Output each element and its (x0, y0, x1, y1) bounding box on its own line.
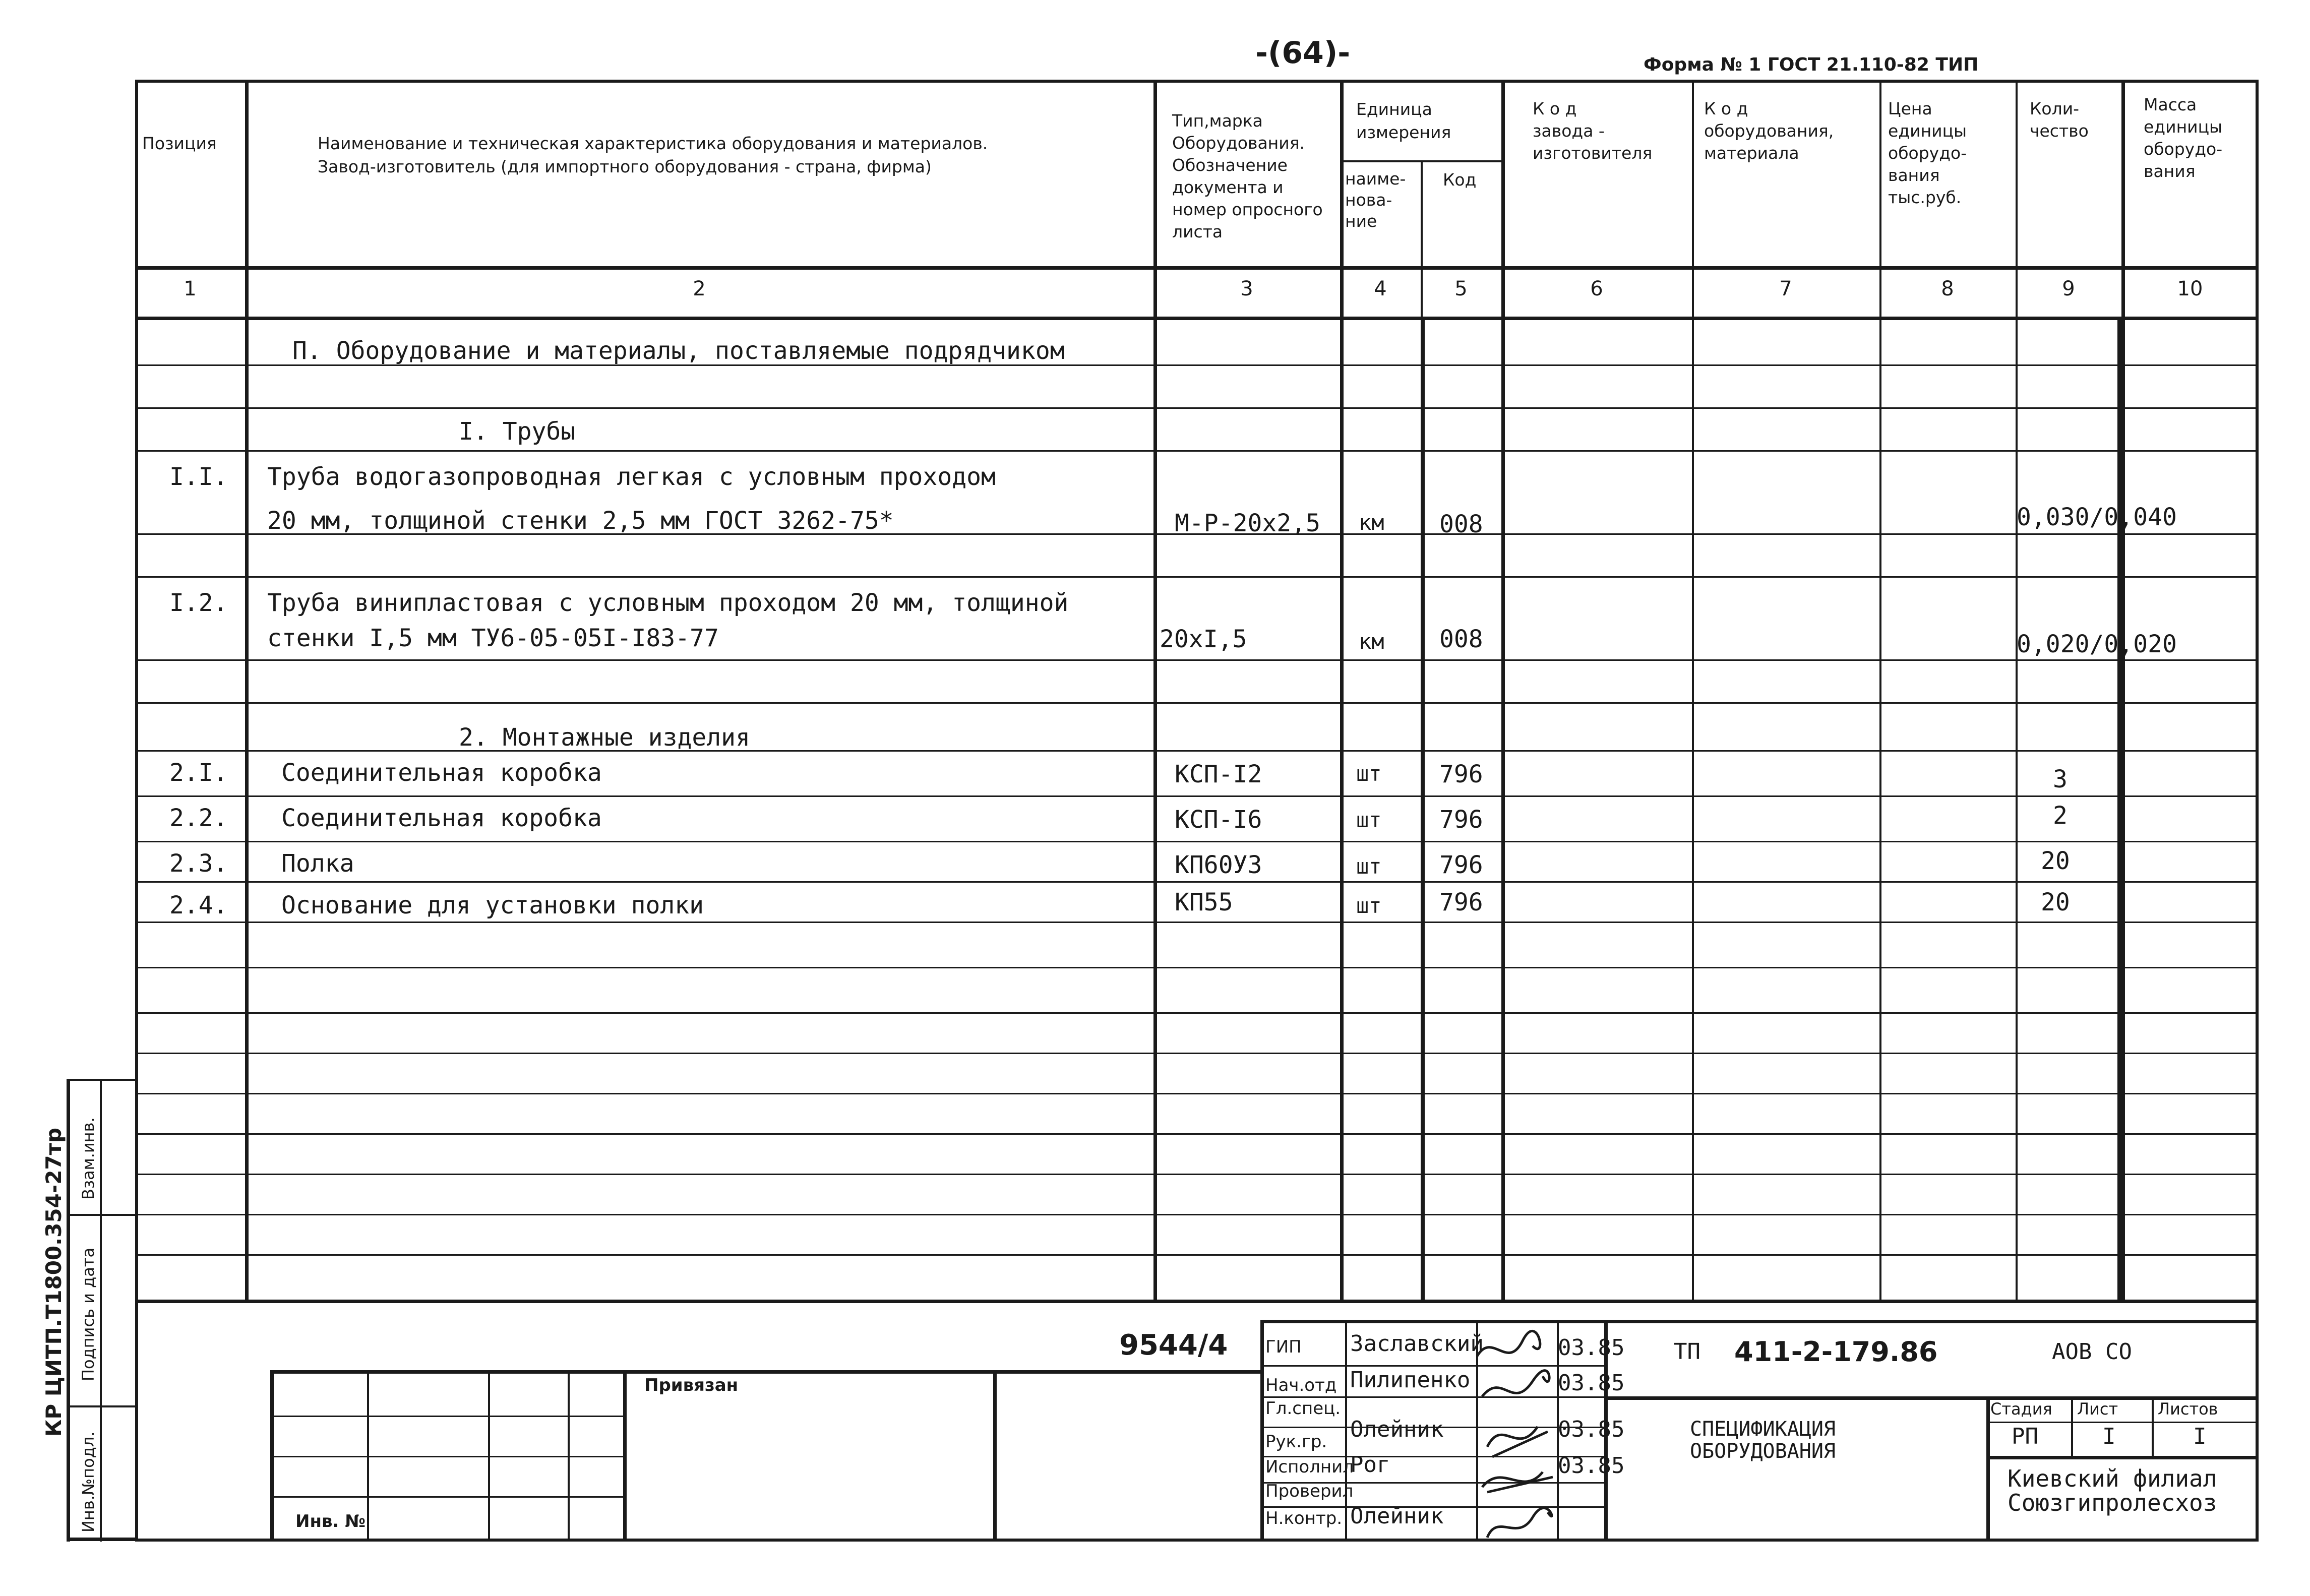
side-podpis-label: Подпись и дата (79, 1247, 98, 1381)
listov-label: Листов (2158, 1399, 2218, 1419)
tp-label: ТП (1674, 1339, 1700, 1365)
section-heading: П. Оборудование и материалы, поставляемые подрядчиком (292, 337, 1065, 365)
org-line1: Киевский филиал (2008, 1465, 2217, 1492)
row-code: 796 (1439, 806, 1483, 834)
row-qty: 20 (2041, 888, 2070, 916)
row-qty: 2 (2053, 802, 2068, 830)
header-maker-code: К о д завода - изготовителя (1533, 99, 1653, 163)
side-doc-code: КР ЦИТП.Т1800.354-27тр (41, 1127, 66, 1437)
subsection-heading: 2. Монтажные изделия (459, 723, 750, 752)
form-label: Форма № 1 ГОСТ 21.110-82 ТИП (1644, 54, 1979, 75)
side-inv-label: Инв.№подл. (79, 1431, 98, 1532)
role-proveril: Проверил (1265, 1481, 1354, 1501)
row-position: I.I. (169, 463, 228, 491)
row-position: 2.4. (169, 891, 228, 919)
row-qty: 20 (2041, 847, 2070, 875)
inv-number-label: Инв. № (295, 1511, 366, 1531)
handwritten-number: 9544/4 (1119, 1329, 1228, 1362)
col-number: 1 (184, 277, 197, 300)
row-qty: 0,030/0,040 (2017, 503, 2177, 531)
row-code: 008 (1439, 625, 1483, 653)
col-number: 5 (1454, 277, 1468, 300)
date-ispolnil: 03.85 (1558, 1453, 1625, 1479)
doc-title-line2: ОБОРУДОВАНИЯ (1690, 1440, 1836, 1463)
row-position: I.2. (169, 589, 228, 617)
row-name: Труба винипластовая с условным проходом 20 мм, толщиной (267, 589, 1069, 617)
role-nach-otd: Нач.отд (1265, 1375, 1337, 1395)
row-type: КСП-I6 (1175, 806, 1262, 834)
binding-strip-border (67, 1079, 70, 1542)
row-unit: шт (1356, 854, 1382, 879)
name-n-kontr: Олейник (1350, 1503, 1444, 1529)
header-position: Позиция (142, 134, 217, 153)
name-gip: Заславский (1350, 1331, 1484, 1357)
row-type: КСП-I2 (1175, 760, 1262, 788)
row-qty: 3 (2053, 765, 2068, 793)
subsection-heading: I. Трубы (459, 417, 576, 446)
row-position: 2.3. (169, 849, 228, 878)
page-number: -(64)- (1255, 35, 1351, 71)
row-type: КП60У3 (1175, 851, 1262, 879)
role-ruk-gr: Рук.гр. (1265, 1432, 1327, 1452)
row-unit: шт (1356, 808, 1382, 832)
row-unit: км (1359, 510, 1384, 535)
binding-strip-bottom (67, 1538, 137, 1541)
col-number: 6 (1590, 277, 1603, 300)
col-number: 4 (1374, 277, 1387, 300)
row-type: М-Р-20х2,5 (1175, 509, 1320, 537)
header-mass: Масса единицы оборудо- вания (2144, 95, 2223, 181)
role-n-kontr: Н.контр. (1265, 1508, 1343, 1528)
name-ruk-gr: Олейник (1350, 1417, 1444, 1442)
side-vzam-label: Взам.инв. (79, 1117, 98, 1200)
date-nach-otd: 03.85 (1558, 1370, 1625, 1396)
section-code: АОВ СО (2052, 1339, 2132, 1365)
row-code: 796 (1439, 851, 1483, 879)
col-number: 2 (693, 277, 706, 300)
row-type: КП55 (1175, 888, 1233, 916)
header-name: Наименование и техническая характеристика оборудования и материалов. Завод-изготовитель (для импортного оборудования - страна, фирма) (318, 134, 988, 176)
header-qty: Коли- чество (2030, 99, 2089, 141)
col-number: 9 (2062, 277, 2075, 300)
row-type: 20хI,5 (1160, 625, 1247, 653)
row-position: 2.I. (169, 759, 228, 787)
header-price: Цена единицы оборудо- вания тыс.руб. (1888, 99, 1967, 207)
row-unit: шт (1356, 893, 1382, 918)
row-name: Основание для установки полки (281, 891, 704, 919)
row-position: 2.2. (169, 804, 228, 832)
row-unit: шт (1356, 761, 1382, 786)
row-name: Соединительная коробка (281, 759, 602, 787)
date-gip: 03.85 (1558, 1335, 1625, 1361)
date-ruk-gr: 03.85 (1558, 1417, 1625, 1442)
col-number: 10 (2177, 277, 2203, 300)
role-ispolnil: Исполнил (1265, 1457, 1354, 1477)
doc-title-line1: СПЕЦИФИКАЦИЯ (1690, 1418, 1836, 1441)
name-nach-otd: Пилипенко (1350, 1367, 1471, 1393)
list-value: I (2102, 1424, 2116, 1449)
col-number: 8 (1941, 277, 1954, 300)
header-equip-code: К о д оборудования, материала (1704, 99, 1834, 163)
row-name: 20 мм, толщиной стенки 2,5 мм ГОСТ 3262-75* (267, 507, 894, 535)
header-unit: Единица измерения (1356, 99, 1451, 142)
tp-number: 411-2-179.86 (1734, 1336, 1938, 1368)
col-number: 3 (1240, 277, 1253, 300)
row-code: 796 (1439, 760, 1483, 788)
row-name: стенки I,5 мм ТУ6-05-05I-I83-77 (267, 624, 719, 652)
row-name: Соединительная коробка (281, 804, 602, 832)
stadiya-value: РП (2012, 1424, 2038, 1449)
role-gip: ГИП (1265, 1337, 1302, 1357)
name-ispolnil: Рог (1350, 1452, 1390, 1478)
privyazan-label: Привязан (644, 1375, 739, 1395)
row-qty: 0,020/0,020 (2017, 630, 2177, 658)
row-name: Труба водогазопроводная легкая с условным проходом (267, 463, 996, 491)
row-unit: км (1359, 629, 1384, 654)
listov-value: I (2193, 1424, 2207, 1449)
org-line2: Союзгипролесхоз (2008, 1489, 2217, 1516)
header-unit-name: наиме- нова- ние (1345, 169, 1406, 231)
col-number: 7 (1779, 277, 1792, 300)
row-name: Полка (281, 849, 354, 878)
stadiya-label: Стадия (1990, 1399, 2052, 1419)
header-unit-code: Код (1443, 170, 1477, 190)
header-type: Тип,марка Оборудования. Обозначение документа и номер опросного листа (1172, 111, 1323, 241)
list-label: Лист (2077, 1399, 2118, 1419)
row-code: 008 (1439, 510, 1483, 538)
role-gl-spec: Гл.спец. (1265, 1398, 1341, 1419)
row-code: 796 (1439, 888, 1483, 916)
